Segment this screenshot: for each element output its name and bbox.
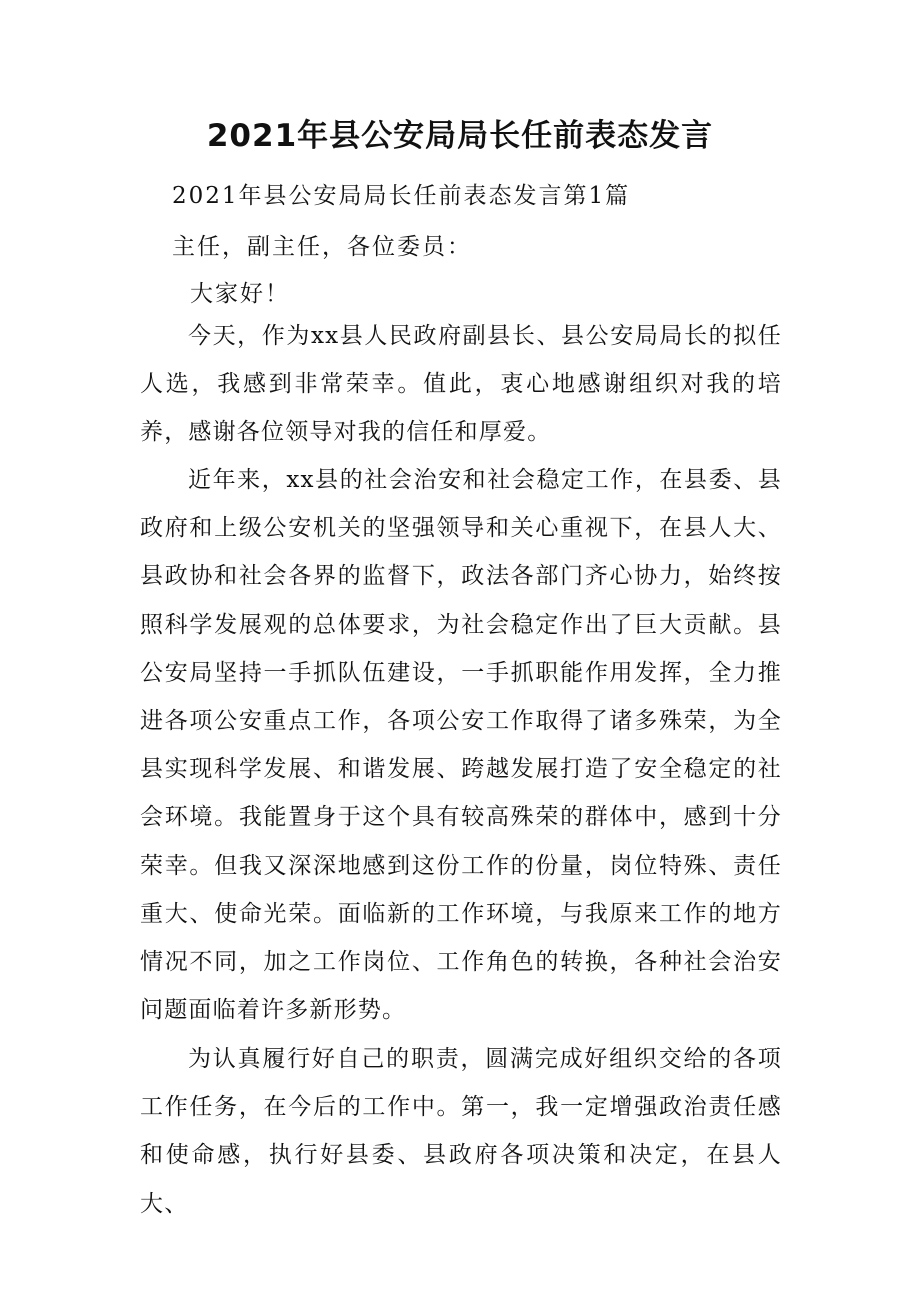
paragraph-1: 今天，作为xx县人民政府副县长、县公安局局长的拟任人选，我感到非常荣幸。值此，衷心地感谢组织对我的培养，感谢各位领导对我的信任和厚爱。 [140,323,782,446]
paragraph-2: 近年来，xx县的社会治安和社会稳定工作，在县委、县政府和上级公安机关的坚强领导和关心重视下，在县人大、县政协和社会各界的监督下，政法各部门齐心协力，始终按照科学发展观的总体要求，为社会稳定作出了巨大贡献。县公安局坚持一手抓队伍建设，一手抓职能作用发挥，全力推进各项公安重点工作，各项公安工作取得了诸多殊荣，为全县实现科学发展、和谐发展、跨越发展打造了安全稳定的社会环境。我能置身于这个具有较高殊荣的群体中，感到十分荣幸。但我又深深地感到这份工作的份量，岗位特殊、责任重大、使命光荣。面临新的工作环境，与我原来工作的地方情况不同，加之工作岗位、工作角色的转换，各种社会治安问题面临着许多新形势。 [140,467,782,1024]
greeting: 大家好！ [190,281,290,307]
section-subtitle: 2021年县公安局局长任前表态发言第1篇 [172,183,631,209]
document-title: 2021年县公安局局长任前表态发言 [206,118,714,154]
salutation: 主任，副主任，各位委员： [172,234,472,260]
paragraph-3: 为认真履行好自己的职责，圆满完成好组织交给的各项工作任务，在今后的工作中。第一，我一定增强政治责任感和使命感，执行好县委、县政府各项决策和决定，在县人大、 [140,1046,782,1217]
